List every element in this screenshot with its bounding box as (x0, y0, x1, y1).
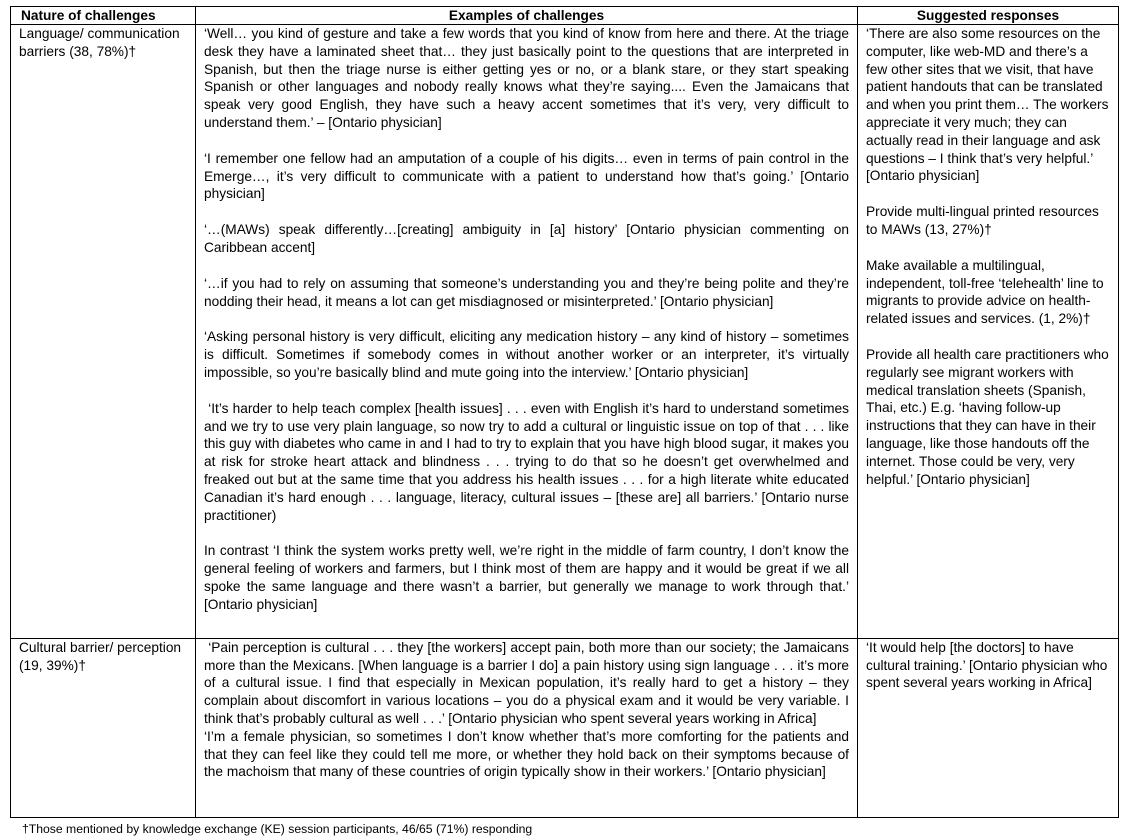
example-quote: ‘…if you had to rely on assuming that someone’s understanding you and they’re being polite and they’re nodding their head, it means a lot can get misdiagnosed or misinterpreted.’ [Ontario physician] (204, 275, 849, 309)
nature-cultural-text: Cultural barrier/ perception (19, 39%)† (19, 639, 182, 673)
header-examples: Examples of challenges (196, 7, 858, 25)
example-quote: ‘Well… you kind of gesture and take a few words that you kind of know from here and there. At the triage desk they have a laminated sheet that… they just basically point to the questions that are interpreted in Spanish, but then the triage nurse is either getting yes or no, or a blank stare, or they start speaking Spanish or other languages and nobody really knows what they’re saying.... Even the Jamaicans that speak very good English, they have such a heavy accent sometimes that it’s very, very difficult to understand them.’ – [Ontario physician] (204, 26, 849, 130)
challenges-table (10, 6, 1119, 818)
examples-language (196, 25, 858, 639)
header-nature: Nature of challenges (11, 7, 196, 25)
example-quote: ‘Asking personal history is very difficult, eliciting any medication history – any kind of history – sometimes is difficult. Sometimes if somebody comes in without another worker or an interpreter, it’s virtually impossible, so you’re basically blind and mute going into the interview.’ [Ontario physician] (204, 329, 849, 380)
footnote: †Those mentioned by knowledge exchange (KE) session participants, 46/65 (71%) responding (22, 822, 533, 836)
table-row-language (11, 25, 1119, 639)
example-quote: ‘Pain perception is cultural . . . they [the workers] accept pain, both more than our society; the Jamaicans more than the Mexicans. [When language is a barrier I do] a pain history using sign language . . . it’s more of a cultural issue. I find that especially in Mexican population, it’s really hard to get a history – they complain about discomfort in various locations – you do a physical exam and it would be very variable. I think that’s probably cultural as well . . .’ [Ontario physician who spent several years working in Africa] (204, 639, 849, 726)
example-quote: ‘It’s harder to help teach complex [health issues] . . . even with English it’s hard to understand sometimes and we try to use very plain language, so now try to add a cultural or linguistic issue on top of that . . . like this guy with diabetes who came in and I had to try to explain that you have high blood sugar, it makes you at risk for stroke heart attack and blindness . . . trying to do that so he doesn’t get overwhelmed and freaked out but at the same time that you address his health issues . . . for a high literate white educated Canadian it’s hard enough . . . language, literacy, cultural issues – [these are] all barriers.’ [Ontario nurse practitioner) (204, 400, 849, 523)
responses-language (858, 25, 1119, 639)
table-row-cultural (11, 638, 1119, 817)
response-item: Provide all health care practitioners who regularly see migrant workers with medical translation sheets (Spanish, Thai, etc.) E.g. ‘having follow-up instructions that they can have in their language, like those handouts off the internet. Those could be very, very helpful.’ [Ontario physician] (866, 346, 1109, 487)
example-quote: ‘I’m a female physician, so sometimes I don’t know whether that’s more comforting for the patients and that they can feel like they could tell me more, or whether they hold back on their symptoms because of the machoism that many of these countries of origin typically show in their workers.’ [Ontario physician] (204, 728, 849, 780)
example-quote: ‘…(MAWs) speak differently…[creating] ambiguity in [a] history’ [Ontario physician commenting on Caribbean accent] (204, 222, 849, 255)
response-item: Make available a multilingual, independent, toll-free ‘telehealth’ line to migrants to provide advice on health-related issues and services. (1, 2%)† (866, 257, 1104, 327)
nature-cultural (11, 638, 196, 817)
example-quote: In contrast ‘I think the system works pretty well, we’re right in the middle of farm country, I don’t know the general feeling of workers and farmers, but I think most of them are happy and it would be great if we all spoke the same language and there wasn’t a barrier, but generally we manage to work through that.’ [Ontario physician] (204, 543, 849, 612)
header-row (11, 7, 1119, 25)
response-item: ‘It would help [the doctors] to have cultural training.’ [Ontario physician who spent several years working in Africa] (866, 639, 1108, 691)
example-quote: ‘I remember one fellow had an amputation of a couple of his digits… even in terms of pain control in the Emerge…, it’s very difficult to communicate with a patient to understand how that’s going.’ [Ontario physician] (204, 150, 849, 202)
header-responses: Suggested responses (858, 7, 1119, 25)
examples-cultural (196, 638, 858, 817)
nature-language-text: Language/ communication barriers (38, 78%)† (19, 26, 180, 59)
response-item: Provide multi-lingual printed resources to MAWs (13, 27%)† (866, 204, 1099, 237)
responses-cultural (858, 638, 1119, 817)
nature-language (11, 25, 196, 639)
response-item: ‘There are also some resources on the computer, like web-MD and there’s a few other sites that we visit, that have patient handouts that can be translated and when you print them… The workers appreciate it very much; they can actually read in their language and ask questions – I think that’s very helpful.’ [Ontario physician] (866, 26, 1109, 184)
